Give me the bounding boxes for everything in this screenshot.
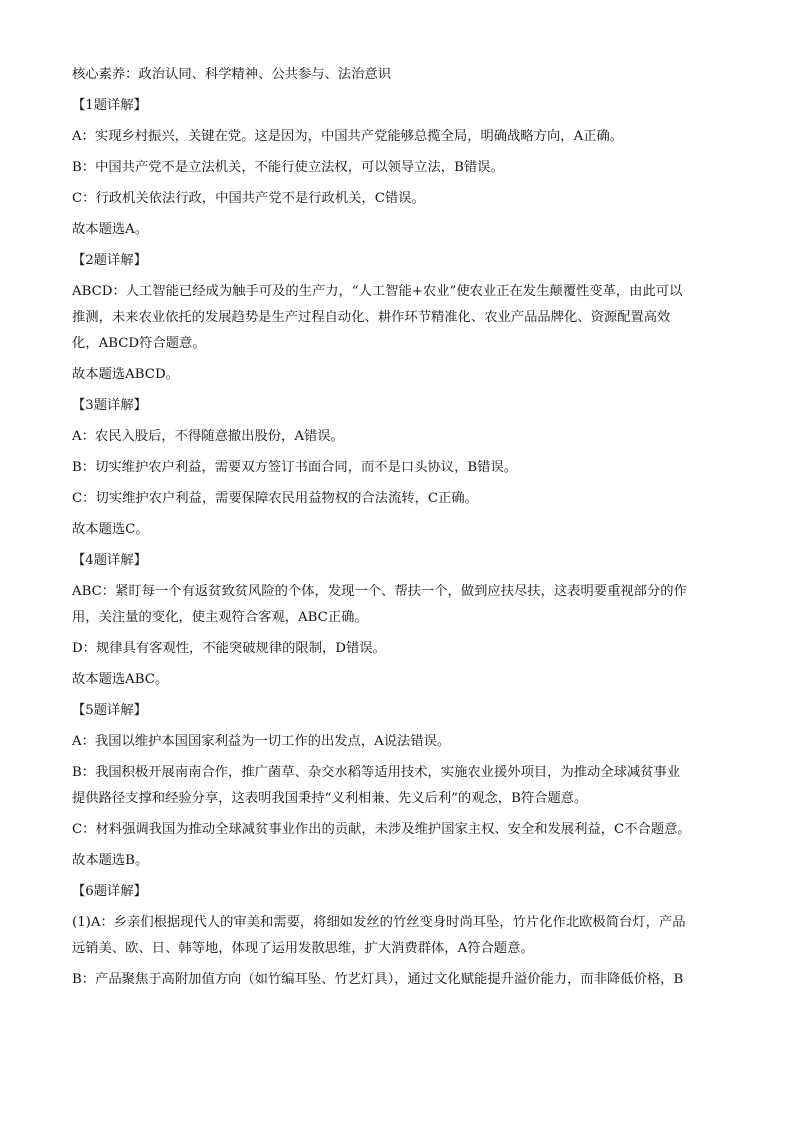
q4-option-abc-line-2: 用，关注量的变化，使主观符合客观，ABC正确。 [72,610,368,625]
q5-answer: 故本题选B。 [72,853,149,868]
q3-option-b: B：切实维护农户利益，需要双方签订书面合同，而不是口头协议，B错误。 [72,460,518,475]
q5-option-b-line-2: 提供路径支撑和经验分享，这表明我国秉持“义利相兼、先义后利”的观念，B符合题意。 [72,791,588,806]
q5-option-b-line-1: B：我国积极开展南南合作，推广菌草、杂交水稻等适用技术，实施农业援外项目，为推动全球减贫事业 [72,765,681,780]
q4-option-abc-line-1: ABC：紧盯每一个有返贫致贫风险的个体，发现一个、帮扶一个，做到应扶尽扶，这表明要重视部分的作 [72,584,687,599]
q3-heading: 【3题详解】 [72,398,147,413]
q3-answer: 故本题选C。 [72,522,149,537]
q2-analysis-line-2: 推测，未来农业依托的发展趋势是生产过程自动化、耕作环节精准化、农业产品品牌化、资源配置高效 [72,310,671,325]
q6-option-b-line-1: B：产品聚焦于高附加值方向（如竹编耳坠、竹艺灯具），通过文化赋能提升溢价能力，而非降低价格，B [72,972,684,987]
document-body [72,62,722,998]
q5-option-a: A：我国以维护本国国家利益为一切工作的出发点，A说法错误。 [72,734,451,749]
q6-option-a-line-1: (1)A：乡亲们根据现代人的审美和需要，将细如发丝的竹丝变身时尚耳坠，竹片化作北欧极简台灯，产品 [72,915,686,930]
q5-option-c: C：材料强调我国为推动全球减贫事业作出的贡献，未涉及维护国家主权、安全和发展利益，C不合题意。 [72,822,691,837]
q4-heading: 【4题详解】 [72,553,147,568]
q6-option-a-line-2: 远销美、欧、日、韩等地，体现了运用发散思维，扩大消费群体，A符合题意。 [72,941,534,956]
q1-option-a: A：实现乡村振兴，关键在党。这是因为，中国共产党能够总揽全局，明确战略方向，A正确。 [72,129,624,144]
q1-option-b: B：中国共产党不是立法机关，不能行使立法权，可以领导立法，B错误。 [72,160,504,175]
q2-heading: 【2题详解】 [72,253,147,268]
q3-option-a: A：农民入股后，不得随意撤出股份，A错误。 [72,429,344,444]
q2-analysis-line-1: ABCD：人工智能已经成为触手可及的生产力，“人工智能+农业”使农业正在发生颠覆性变革，由此可以 [72,284,683,299]
q4-option-d: D：规律具有客观性，不能突破规律的限制，D错误。 [72,641,386,656]
q2-answer: 故本题选ABCD。 [72,367,179,382]
q2-analysis-line-3: 化，ABCD符合题意。 [72,336,206,351]
q1-heading: 【1题详解】 [72,98,147,113]
q4-answer: 故本题选ABC。 [72,672,169,687]
q6-heading: 【6题详解】 [72,884,147,899]
q1-answer: 故本题选A。 [72,222,149,237]
core-literacy-line: 核心素养：政治认同、科学精神、公共参与、法治意识 [72,67,392,82]
q3-option-c: C：切实维护农户利益，需要保障农民用益物权的合法流转，C正确。 [72,491,478,506]
q1-option-c: C：行政机关依法行政，中国共产党不是行政机关，C错误。 [72,191,425,206]
q5-heading: 【5题详解】 [72,703,147,718]
